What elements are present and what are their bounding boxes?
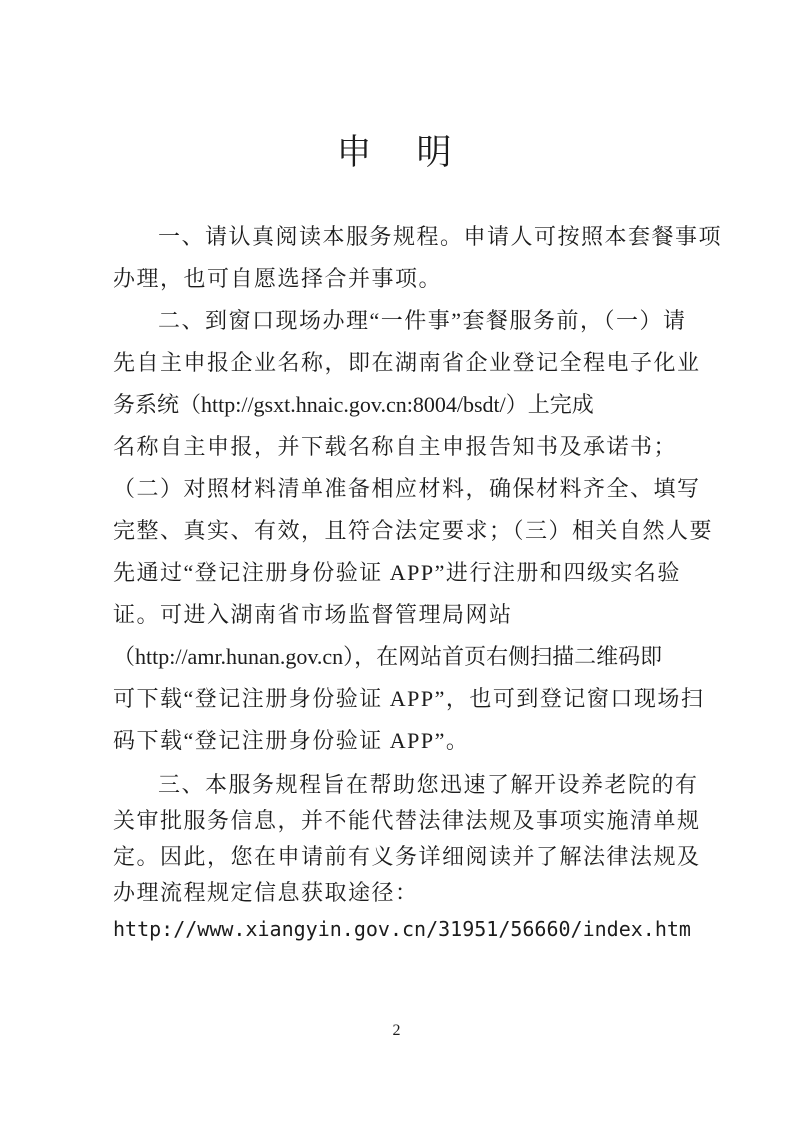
text-line: 名称自主申报，并下载名称自主申报告知书及承诺书；: [113, 434, 678, 459]
text-line: 可下载“登记注册身份验证 APP”，也可到登记窗口现场扫: [113, 686, 705, 711]
text-line: 关审批服务信息，并不能代替法律法规及事项实施清单规: [113, 808, 701, 833]
paragraph: [113, 300, 714, 762]
page-title: 申 明: [336, 133, 457, 172]
text-line: 完整、真实、有效，且符合法定要求；（三）相关自然人要: [113, 518, 714, 543]
text-line: http://www.xiangyin.gov.cn/31951/56660/index.htm: [113, 917, 691, 941]
text-line: 办理，也可自愿选择合并事项。: [113, 266, 443, 291]
document-body: [113, 216, 723, 947]
text-line: （二）对照材料清单准备相应材料，确保材料齐全、填写: [113, 476, 701, 501]
text-line: 码下载“登记注册身份验证 APP”。: [113, 728, 470, 753]
text-line: 三、本服务规程旨在帮助您迅速了解开设养老院的有: [158, 772, 699, 797]
text-line: 二、到窗口现场办理“一件事”套餐服务前，（一）请: [158, 308, 687, 333]
paragraph: [113, 767, 701, 947]
text-line: 务系统（http://gsxt.hnaic.gov.cn:8004/bsdt/）上完成: [113, 392, 594, 417]
paragraph: [113, 216, 723, 300]
page-number: 2: [392, 1022, 401, 1039]
text-line: 一、请认真阅读本服务规程。申请人可按照本套餐事项: [158, 224, 723, 249]
text-line: （http://amr.hunan.gov.cn），在网站首页右侧扫描二维码即: [113, 644, 663, 669]
text-line: 先自主申报企业名称，即在湖南省企业登记全程电子化业: [113, 350, 701, 375]
text-line: 证。可进入湖南省市场监督管理局网站: [113, 602, 513, 627]
text-line: 先通过“登记注册身份验证 APP”进行注册和四级实名验: [113, 560, 681, 585]
text-line: 办理流程规定信息获取途径：: [113, 880, 419, 905]
text-line: 定。因此，您在申请前有义务详细阅读并了解法律法规及: [113, 844, 701, 869]
